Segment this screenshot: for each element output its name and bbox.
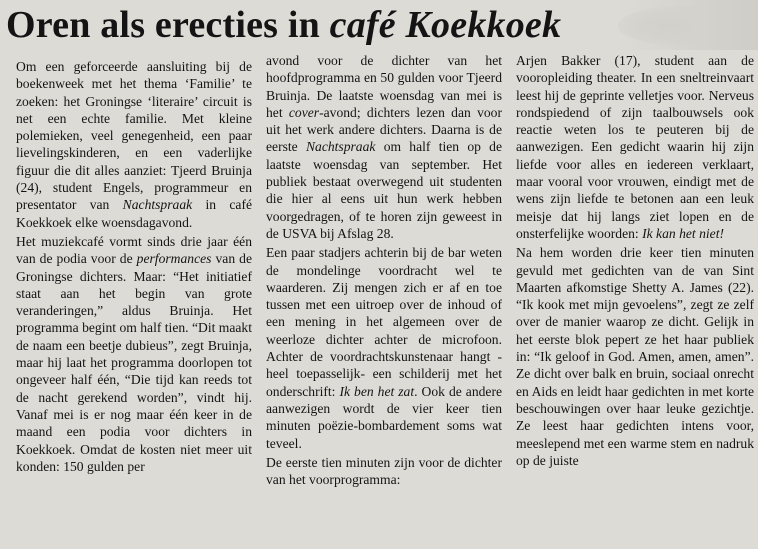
paragraph-text: Het muziekcafé vormt sinds drie jaar één van de podia voor de [16, 233, 252, 267]
paragraph-text: om half tien op de laatste woensdag van september. Het publiek bestaat overwegend uit studenten die hier al eens uit hun werk hebben voorgedragen, of te horen zijn geweest in de USVA bij Afslag 28. [266, 139, 502, 241]
paragraph-text: . Ook de andere aanwezigen wordt de vier keer tien minuten poëzie-bombardement soms wat teveel. [266, 383, 502, 451]
paragraph [266, 244, 502, 452]
italic-text: performances [136, 251, 212, 267]
paragraph-text: Een paar stadjers achterin bij de bar weten de mondelinge voordracht wel te waarderen. Zij mengen zich er af en toe tussen met een uitroep over de inhoud of een mening in het algemeen over de weerloze dichter achter de microfoon. Achter de voordrachtskunstenaar hangt -heel toepasselijk- een schilderij met het onderschrift: [266, 245, 502, 399]
paragraph-text: in café Koekkoek elke woensdagavond. [16, 197, 252, 230]
column-2 [266, 52, 502, 542]
paragraph [266, 52, 502, 242]
paragraph [516, 52, 754, 242]
paragraph [516, 244, 754, 469]
headline-italic: café Koekkoek [329, 4, 562, 46]
paragraph-text: Arjen Bakker (17), student aan de vooropleiding theater. In een sneltreinvaart leest hij de geprinte velletjes voor. Nerveus rondspiedend of zijn taalbouwsels ook reactie weten los te peuteren bij de aanwezigen. Een gedicht waarin hij zijn liefde voor alles en iedereen verklaart, maar vooral voor vrouwen, eindigt met de wens zijn liefde te betonen aan een leuk meisje dat hij langs ziet lopen en de onsterfelijke woorden: [516, 53, 754, 241]
headline-main: Oren als erecties in [6, 4, 330, 46]
italic-text: cover [288, 104, 320, 120]
paragraph-text: avond voor de dichter van het hoofdprogramma en 50 gulden voor Tjeerd Bruinja. De laatste woensdag van mei is het [266, 53, 502, 120]
paragraph-text: Na hem worden drie keer tien minuten gevuld met gedichten van de van Sint Maarten afkomstige Shetty A. James (22). “Ik kook met mijn gevoelens”, zegt ze zelf over de manier waarop ze dicht. Gelijk in het eerste blok pepert ze het haar publiek in: “Ik geloof in God. Amen, amen, amen”. Ze dicht over balk en bruin, sociaal onrecht en Aids en leidt haar gedichten in met korte beschouwingen over haar leuke gezichtje. Ze leest haar gedichten intens voor, meeslepend met een warme stem en nadruk op de juiste [516, 245, 754, 468]
italic-text: Ik ben het zat [339, 383, 415, 399]
column-3 [516, 52, 754, 542]
paragraph [16, 233, 252, 475]
paragraph-text: Om een geforceerde aansluiting bij de boekenweek met het thema ‘Familie’ te zoeken: het Groningse ‘literaire’ circuit is net een echte familie. Met kleine polemieken, veel genegenheid, een paar lievelingskinderen, en een vaderlijke figuur die dit alles aanziet: Tjeerd Bruinja (24), student Engels, programmeur en presentator van [16, 59, 252, 213]
italic-text: Ik kan het niet! [642, 225, 724, 241]
column-1 [16, 58, 252, 548]
italic-text: Nachtspraak [122, 197, 193, 213]
paragraph-text: -avond; dichters lezen dan voor uit het werk andere dichters. Daarna is de eerste [266, 104, 502, 155]
article-headline [6, 2, 746, 52]
paragraph-text: van de Groningse dichters. Maar: “Het initiatief staat aan het begin van grote veranderingen,” aldus Bruinja. Het programma begint om half tien. “Dit maakt de naam een beetje dubieus”, zegt Bruinja, maar hij laat het programma doorlopen tot ongeveer half één, “Die tijd kan reeds tot de nacht gerekend worden”, vindt hij. Vanaf mei is er nog maar één keer in de maand een podia voor dichters in Koekkoek. Omdat de kosten niet meer uit konden: 150 gulden per [16, 251, 252, 474]
paragraph [16, 58, 252, 231]
italic-text: Nachtspraak [305, 139, 376, 155]
paragraph-text: De eerste tien minuten zijn voor de dichter van het voorprogramma: [266, 454, 502, 488]
paragraph [266, 454, 502, 489]
